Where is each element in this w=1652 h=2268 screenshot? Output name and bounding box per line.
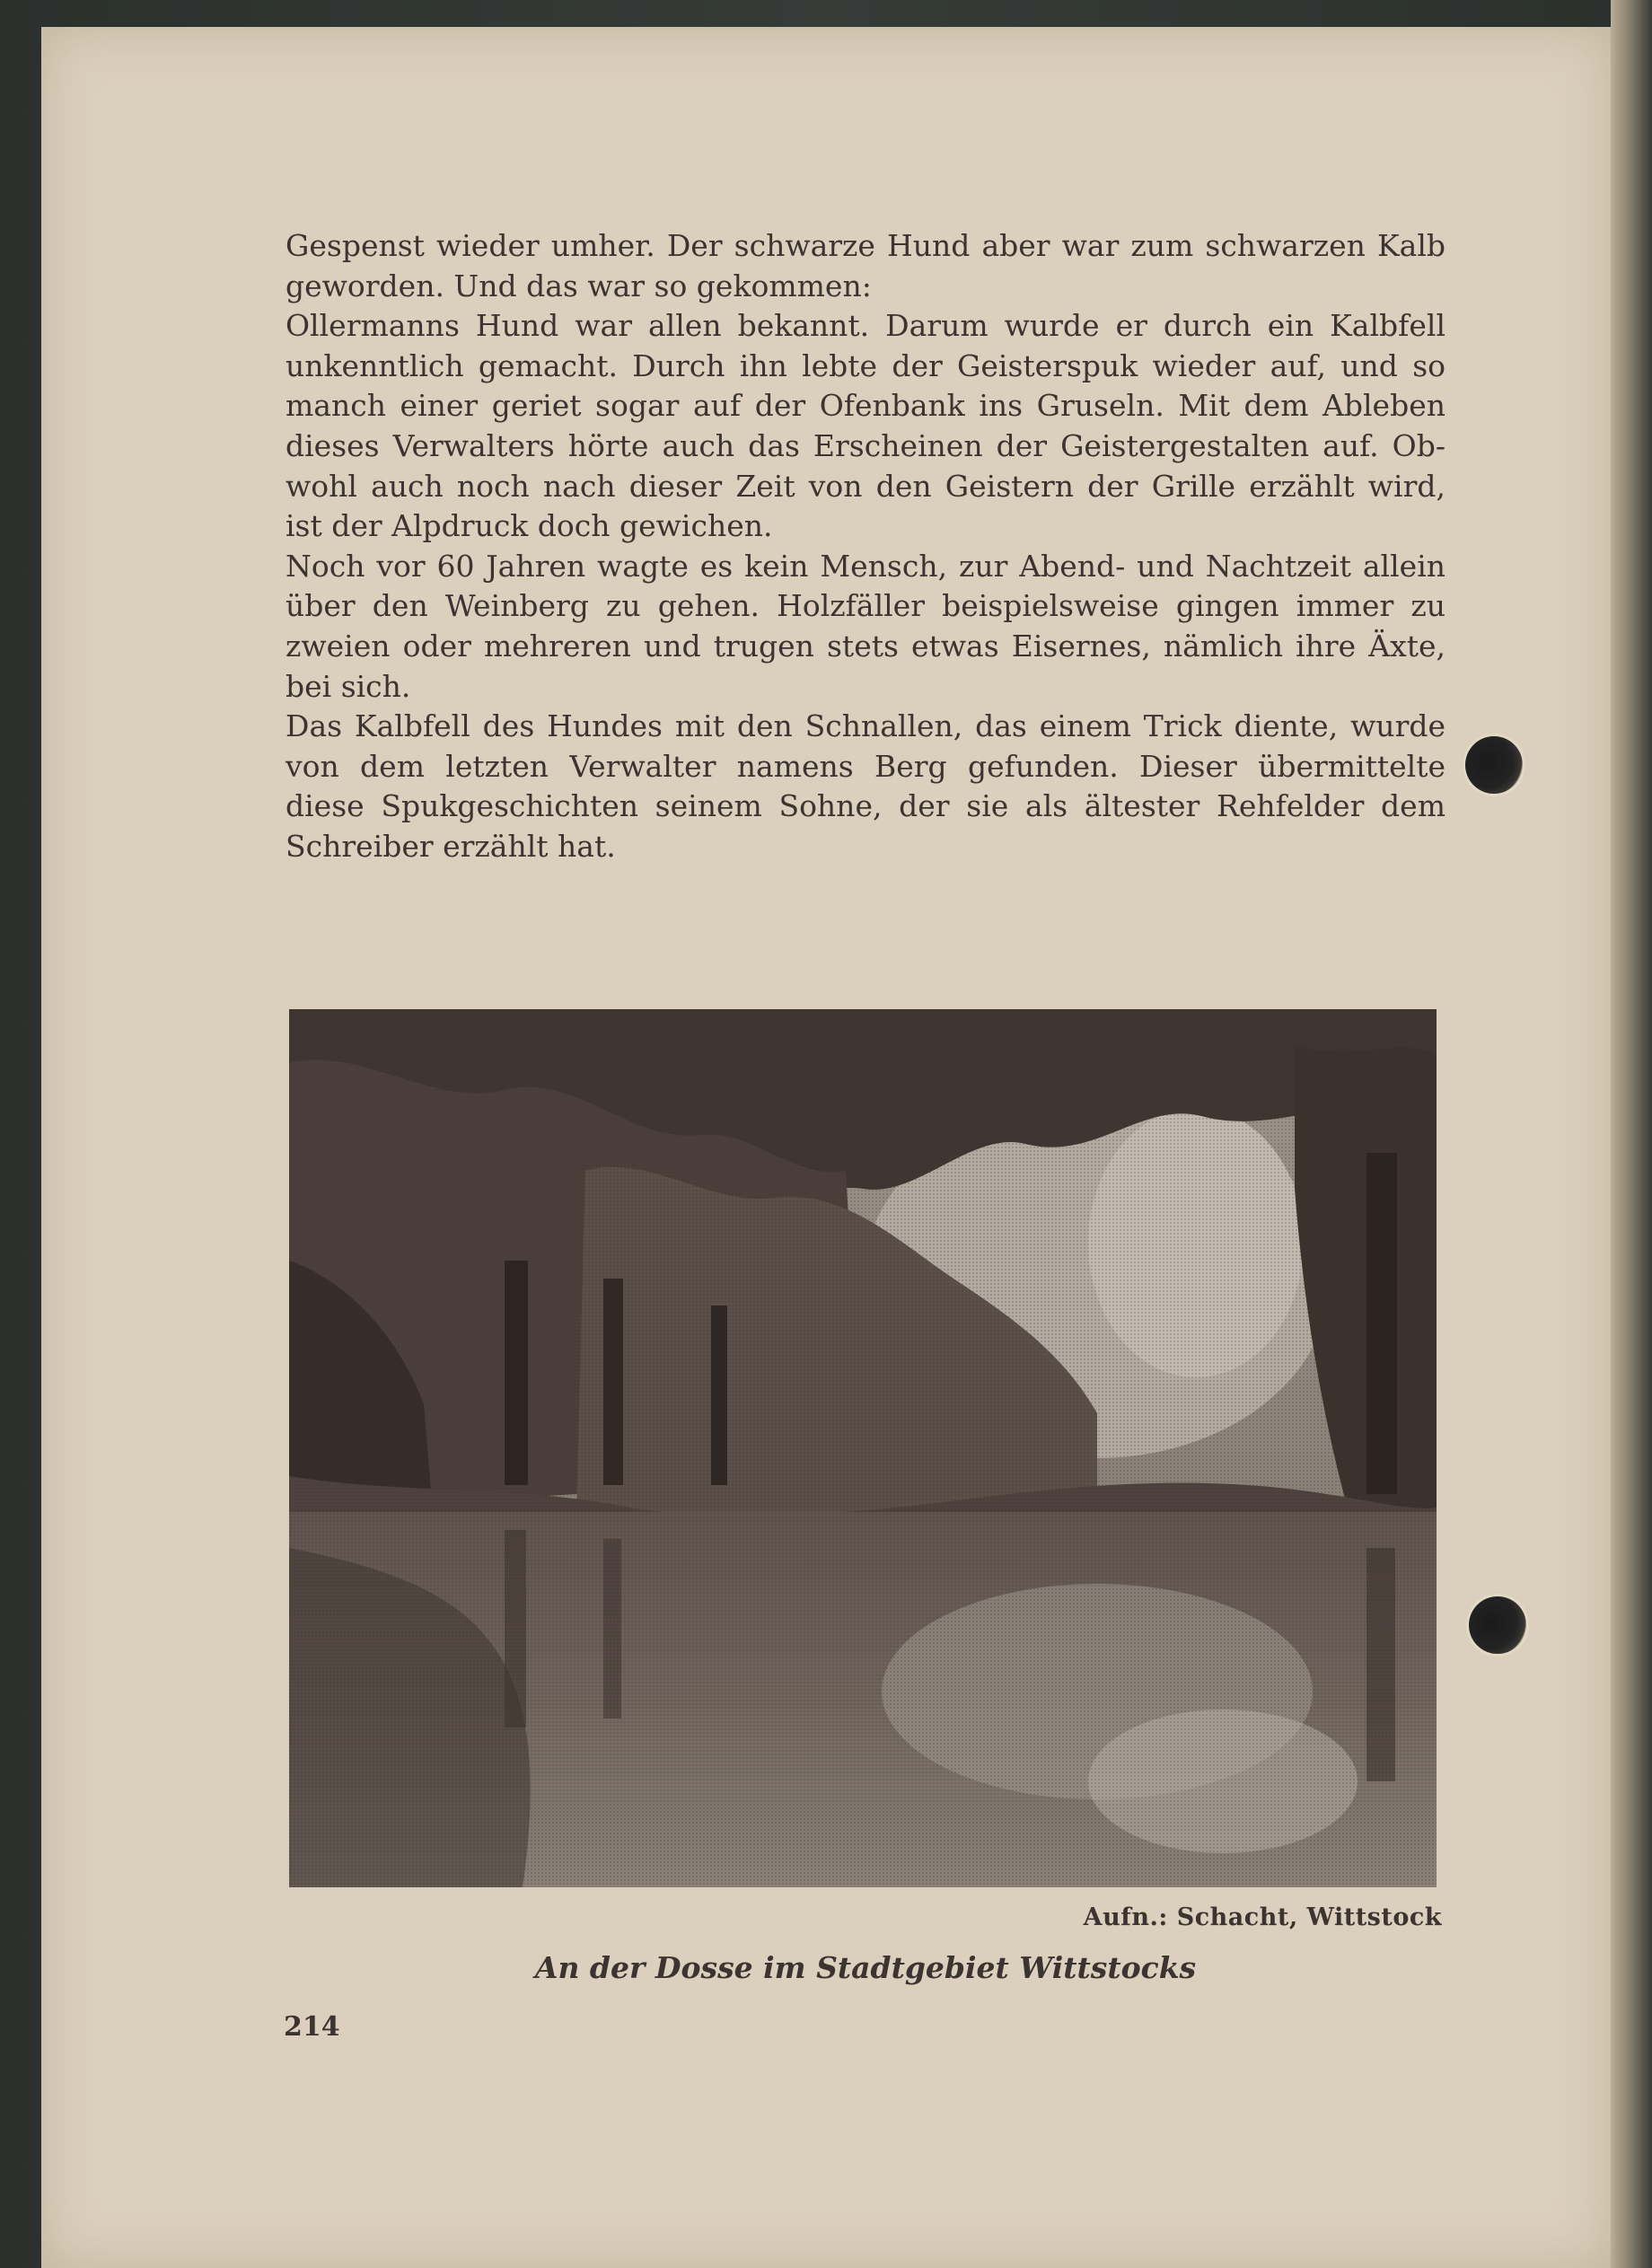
text-line: wohl auch noch nach dieser Zeit von den Geistern der Grille erzählt wird,	[286, 468, 1446, 504]
punch-hole	[1469, 1596, 1526, 1654]
text-line: geworden. Und das war so gekommen:	[286, 268, 872, 303]
text-line: Gespenst wieder umher. Der schwarze Hund aber war zum schwarzen Kalb	[286, 228, 1446, 263]
paragraph-4	[286, 707, 1446, 866]
photo-credit: Aufn.: Schacht, Wittstock	[1083, 1903, 1442, 1931]
text-line: diese Spukgeschichten seinem Sohne, der sie als ältester Rehfelder dem	[286, 788, 1446, 824]
text-line: manch einer geriet sogar auf der Ofenbank ins Gruseln. Mit dem Ableben	[286, 388, 1446, 424]
text-line: dieses Verwalters hörte auch das Erscheinen der Geistergestalten auf. Ob-	[286, 427, 1446, 463]
paragraph-3	[286, 547, 1446, 707]
text-line: zweien oder mehreren und trugen stets etwas Eisernes, nämlich ihre Äxte,	[286, 628, 1446, 664]
text-line: Schreiber erzählt hat.	[286, 828, 616, 864]
punch-hole	[1465, 736, 1523, 794]
paragraph-1	[286, 226, 1446, 306]
text-line: ist der Alpdruck doch gewichen.	[286, 508, 773, 544]
body-text	[286, 226, 1446, 867]
paragraph-2	[286, 306, 1446, 547]
text-line: über den Weinberg zu gehen. Holzfäller beispielsweise gingen immer zu	[286, 588, 1446, 624]
page-number: 214	[284, 2011, 340, 2043]
page-edge	[1611, 0, 1652, 2268]
text-line: bei sich.	[286, 668, 411, 704]
text-line: Ollermanns Hund war allen bekannt. Darum wurde er durch ein Kalbfell	[286, 308, 1446, 344]
text-line: von dem letzten Verwalter namens Berg gefunden. Dieser übermittelte	[286, 748, 1446, 784]
text-line: Noch vor 60 Jahren wagte es kein Mensch, zur Abend- und Nachtzeit allein	[286, 548, 1446, 584]
text-line: Das Kalbfell des Hundes mit den Schnallen, das einem Trick diente, wurde	[286, 708, 1446, 744]
river-photograph	[289, 1009, 1437, 1887]
text-line: unkenntlich gemacht. Durch ihn lebte der Geisterspuk wieder auf, und so	[286, 347, 1446, 383]
figure-caption: An der Dosse im Stadtgebiet Wittstocks	[534, 1950, 1197, 1985]
